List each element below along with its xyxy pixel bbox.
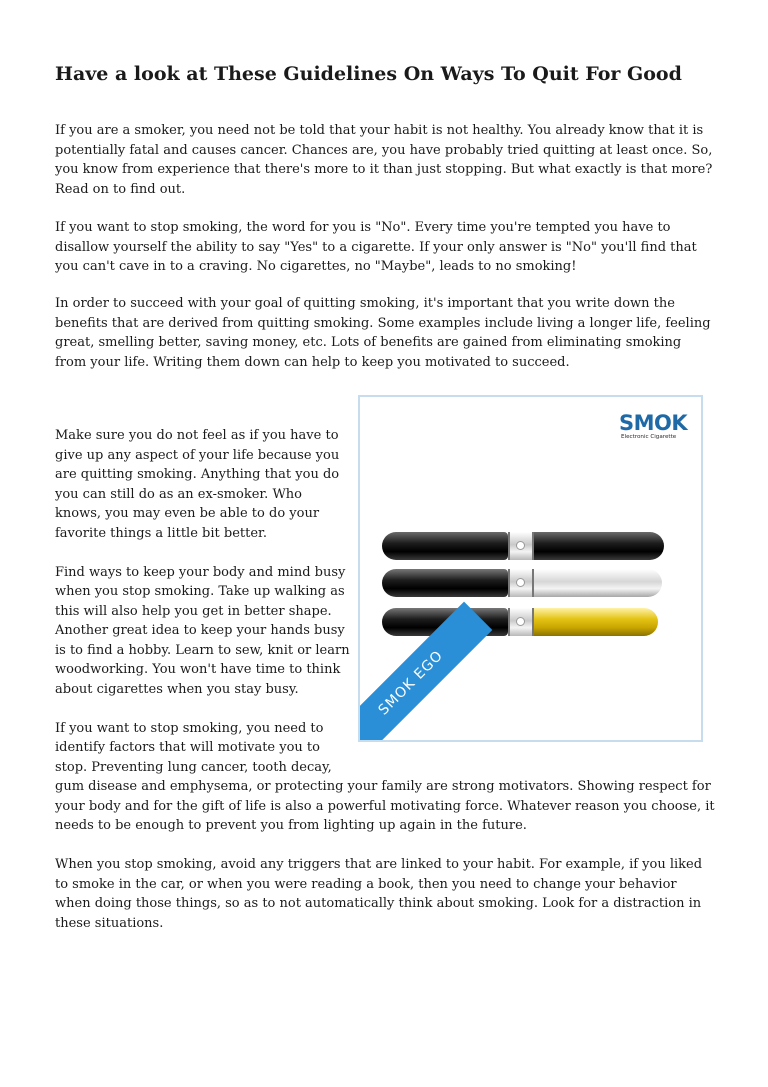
ecig-pen-black xyxy=(382,532,664,560)
document-title: Have a look at These Guidelines On Ways To Quit For Good xyxy=(55,63,682,85)
logo-text: SMOK xyxy=(619,411,688,435)
ribbon-text: SMOK EGO xyxy=(375,647,447,719)
paragraph-6-start: If you want to stop smoking, you need to identify factors that will motivate you to stop. Preventing lung cancer, tooth decay, xyxy=(55,720,332,775)
product-image xyxy=(358,395,703,742)
paragraph-spacer xyxy=(55,699,350,719)
paragraph-7: When you stop smoking, avoid any triggers that are linked to your habit. For example, if you liked to smoke in the car, or when you were reading a book, then you need to change your behavior when doing those things, so as to not automatically think about smoking. Look for a distraction in these situations. xyxy=(55,857,703,931)
paragraph-1: If you are a smoker, you need not be told that your habit is not healthy. You already know that it is potentially fatal and causes cancer. Chances are, you have probably tried quitting at least once. So, you know from experience that there's more to it than just stopping. But what exactly is that more? Read on to find out. xyxy=(55,123,713,197)
ecig-pen-silver xyxy=(382,569,662,597)
paragraph-spacer xyxy=(55,836,715,856)
ecig-pen-gold xyxy=(382,608,658,636)
smok-logo xyxy=(615,411,688,443)
paragraph-5: Find ways to keep your body and mind busy when you stop smoking. Take up walking as this will also help you get in better shape. Another great idea to keep your hands busy is to find a hobby. Learn to sew, knit or learn woodworking. You won't have time to think about cigarettes when you stay busy. xyxy=(55,564,350,697)
paragraph-spacer xyxy=(55,543,350,563)
paragraph-6-continuation: gum disease and emphysema, or protecting your family are strong motivators. Showing respect for your body and for the gift of life is also a powerful motivating force. Whatever reason you choose, it needs to be enough to prevent you from lighting up again in the future. xyxy=(55,779,715,833)
paragraph-3: In order to succeed with your goal of quitting smoking, it's important that you write down the benefits that are derived from quitting smoking. Some examples include living a longer life, feeling great, smelling better, saving money, etc. Lots of benefits are gained from eliminating smoking from your life. Writing them down can help to keep you motivated to succeed. xyxy=(55,296,711,370)
paragraph-4: Make sure you do not feel as if you have to give up any aspect of your life because you are quitting smoking. Anything that you do you can still do as an ex-smoker. Who knows, you may even be able to do your favorite things a little bit better. xyxy=(55,428,340,541)
paragraph-2: If you want to stop smoking, the word for you is "No". Every time you're tempted you have to disallow yourself the ability to say "Yes" to a cigarette. If your only answer is "No" you'll find that you can't cave in to a craving. No cigarettes, no "Maybe", leads to no smoking! xyxy=(55,220,697,274)
logo-subtitle: Electronic Cigarette xyxy=(621,434,677,440)
